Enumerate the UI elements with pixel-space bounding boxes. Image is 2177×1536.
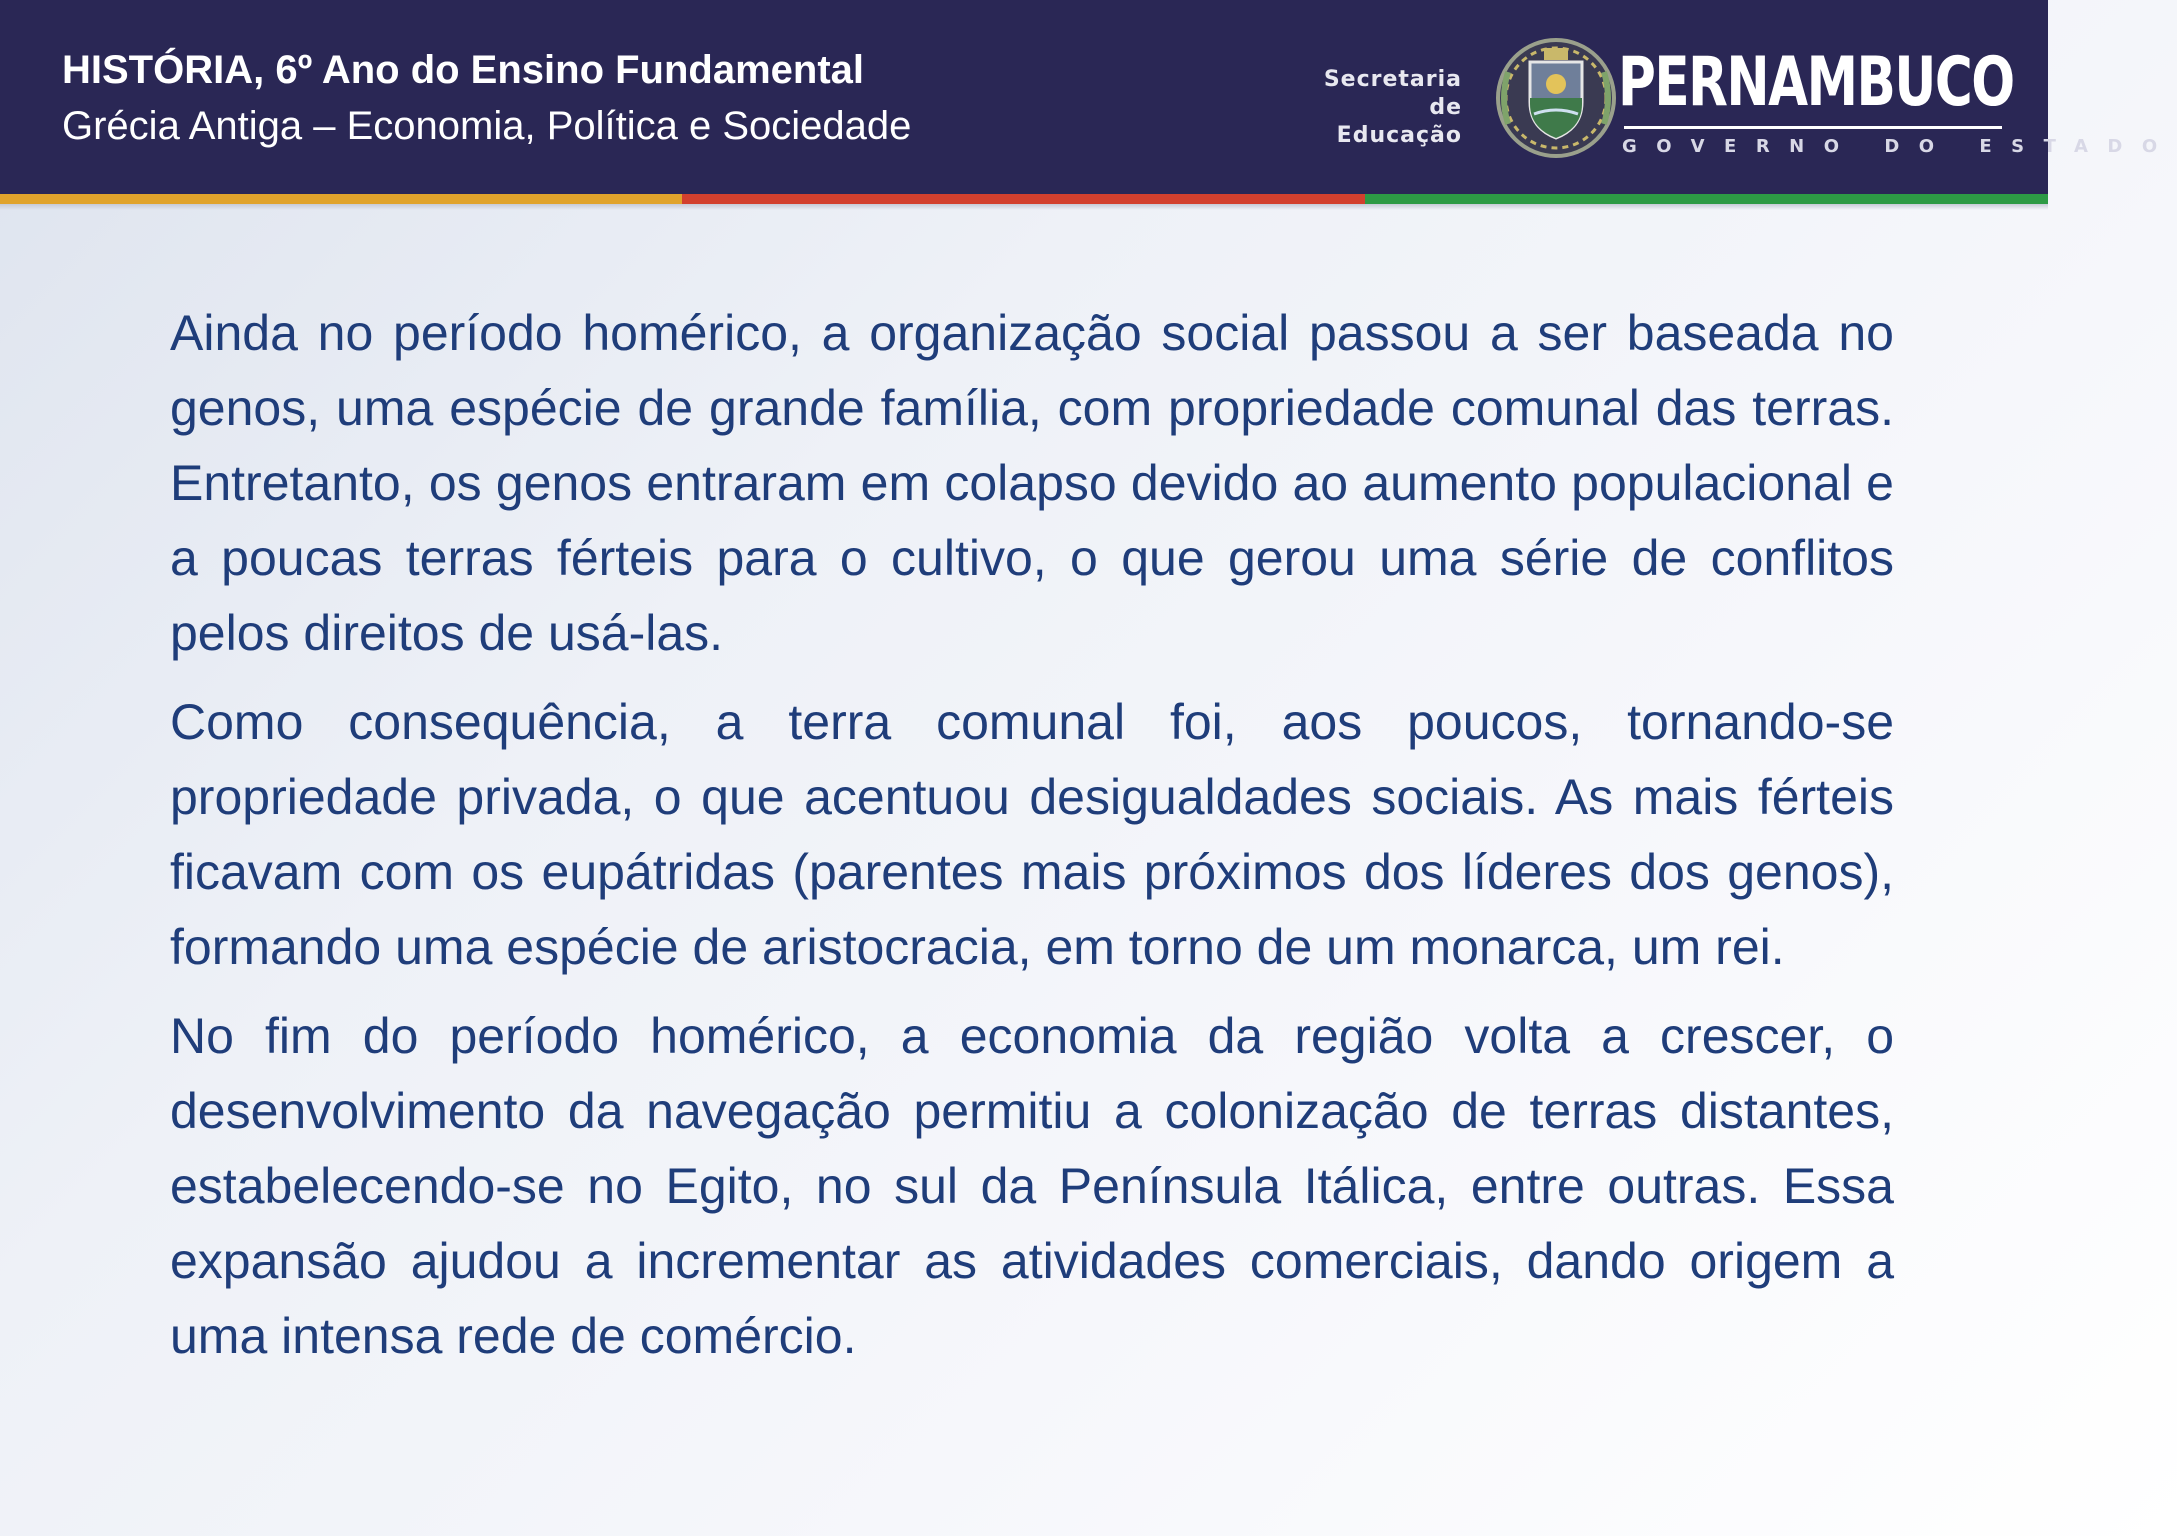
slide-header	[0, 0, 2177, 194]
stripe-yellow	[0, 194, 682, 204]
brand-tagline: GOVERNO DO ESTADO	[1622, 136, 2177, 157]
body-paragraph-1: Ainda no período homérico, a organização social passou a ser baseada no genos, uma espécie de grande família, com propriedade comunal das terras. Entretanto, os genos entraram em colapso devido ao aumento populacional e a poucas terras férteis para o cultivo, o que gerou uma série de conflitos pelos direitos de usá-las.	[170, 305, 1894, 661]
department-label	[1290, 66, 1462, 150]
coat-of-arms-icon	[1490, 32, 1622, 164]
body-paragraph-3: No fim do período homérico, a economia da região volta a crescer, o desenvolvimento da navegação permitiu a colonização de terras distantes, estabelecendo-se no Egito, no sul da Península Itálica, entre outras. Essa expansão ajudou a incrementar as atividades comerciais, dando origem a uma intensa rede de comércio.	[170, 1008, 1894, 1364]
brand-name: PERNAMBUCO	[1618, 43, 2014, 122]
slide-body	[170, 296, 1894, 1388]
department-line-2: Educação	[1336, 123, 1462, 148]
stripe-red	[682, 194, 1365, 204]
stripe-shadow	[0, 204, 2048, 210]
slide-subtitle: Grécia Antiga – Economia, Política e Sociedade	[62, 104, 912, 148]
stripe-green	[1365, 194, 2048, 204]
body-paragraph-2: Como consequência, a terra comunal foi, aos poucos, tornando-se propriedade privada, o que acentuou desigualdades sociais. As mais férteis ficavam com os eupátridas (parentes mais próximos dos líderes dos genos), formando uma espécie de aristocracia, em torno de um monarca, um rei.	[170, 694, 1894, 975]
department-line-1: Secretaria de	[1323, 67, 1462, 120]
brand-divider	[1624, 126, 2002, 129]
slide-title: HISTÓRIA, 6º Ano do Ensino Fundamental	[62, 48, 865, 92]
